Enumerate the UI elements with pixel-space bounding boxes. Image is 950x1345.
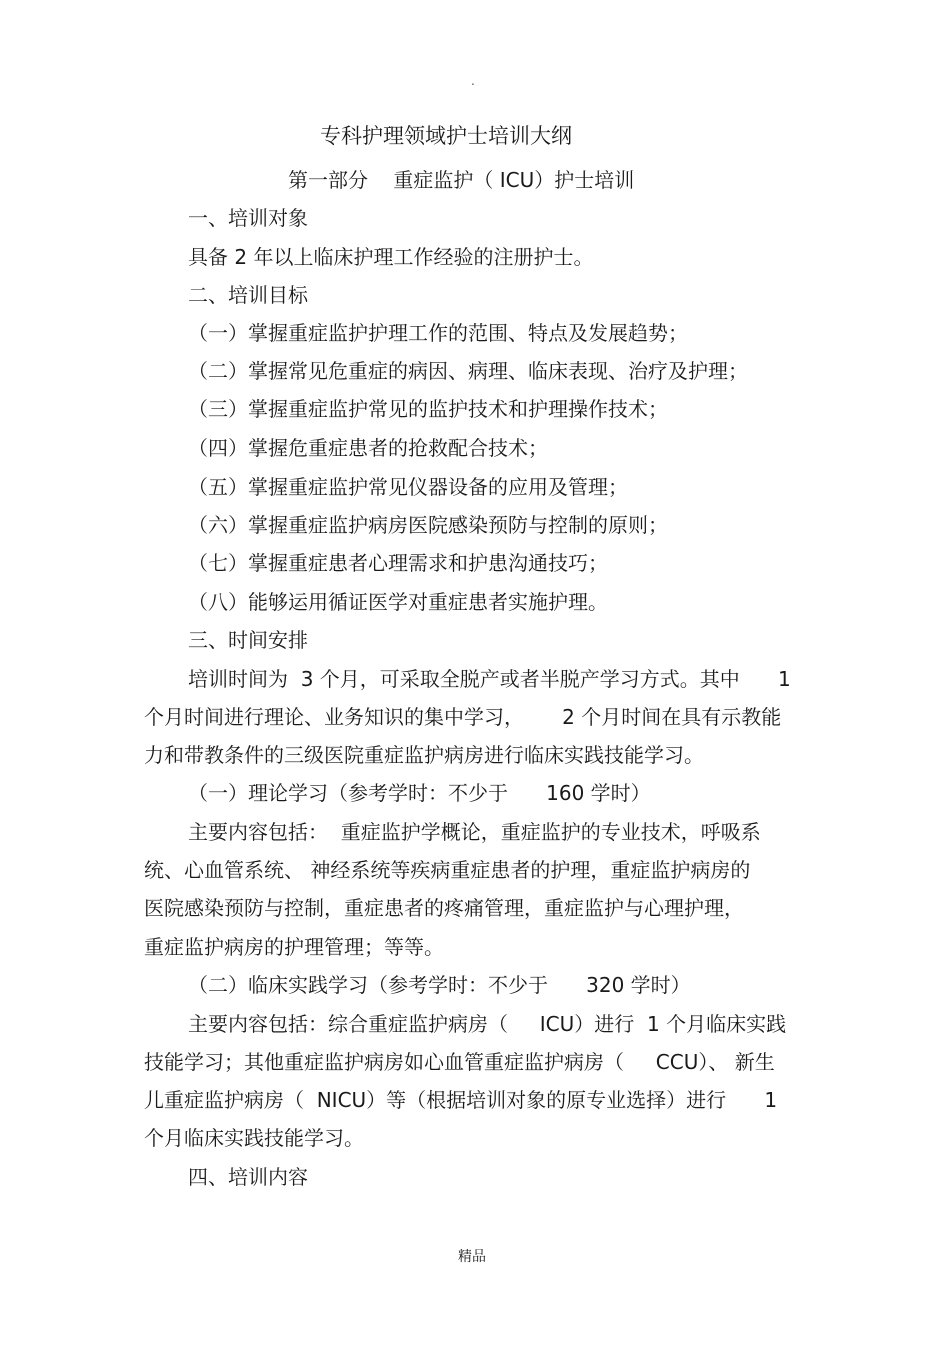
paragraph-line: 主要内容包括： 重症监护学概论，重症监护的专业技术，呼吸系 — [188, 820, 761, 844]
section-heading-2: 二、培训目标 — [188, 283, 308, 307]
goal-item: （二）掌握常见危重症的病因、病理、临床表现、治疗及护理； — [188, 359, 748, 383]
subsection-heading-theory: （一）理论学习（参考学时：不少于 160 学时） — [188, 781, 651, 805]
goal-item: （七）掌握重症患者心理需求和护患沟通技巧； — [188, 551, 608, 575]
goal-item: （五）掌握重症监护常见仪器设备的应用及管理； — [188, 475, 628, 499]
goal-item: （八）能够运用循证医学对重症患者实施护理。 — [188, 590, 608, 614]
paragraph-line: 儿重症监护病房（ NICU）等（根据培训对象的原专业选择）进行 1 — [144, 1088, 778, 1112]
subsection-heading-practice: （二）临床实践学习（参考学时：不少于 320 学时） — [188, 973, 691, 997]
document-subtitle: 第一部分 重症监护（ ICU）护士培训 — [288, 168, 635, 192]
page-footer: 精品 — [458, 1249, 486, 1265]
document-title: 专科护理领域护士培训大纲 — [320, 124, 572, 148]
goal-item: （六）掌握重症监护病房医院感染预防与控制的原则； — [188, 513, 668, 537]
goal-item: （一）掌握重症监护护理工作的范围、特点及发展趋势； — [188, 321, 688, 345]
section-body-1: 具备 2 年以上临床护理工作经验的注册护士。 — [188, 245, 594, 269]
goal-item: （三）掌握重症监护常见的监护技术和护理操作技术； — [188, 397, 668, 421]
section-heading-3: 三、时间安排 — [188, 628, 308, 652]
paragraph-line: 培训时间为 3 个月，可采取全脱产或者半脱产学习方式。其中 1 — [188, 667, 791, 691]
paragraph-line: 个月临床实践技能学习。 — [144, 1126, 364, 1150]
header-mark: . — [471, 74, 475, 88]
section-heading-1: 一、培训对象 — [188, 206, 308, 230]
paragraph-line: 重症监护病房的护理管理；等等。 — [144, 935, 444, 959]
section-heading-4: 四、培训内容 — [188, 1165, 308, 1189]
goal-item: （四）掌握危重症患者的抢救配合技术； — [188, 436, 548, 460]
paragraph-line: 个月时间进行理论、业务知识的集中学习， 2 个月时间在具有示教能 — [144, 705, 782, 729]
paragraph-line: 医院感染预防与控制，重症患者的疼痛管理，重症监护与心理护理， — [144, 896, 744, 920]
paragraph-line: 力和带教条件的三级医院重症监护病房进行临床实践技能学习。 — [144, 743, 704, 767]
paragraph-line: 主要内容包括：综合重症监护病房（ ICU）进行 1 个月临床实践 — [188, 1012, 787, 1036]
paragraph-line: 统、心血管系统、 神经系统等疾病重症患者的护理，重症监护病房的 — [144, 858, 751, 882]
paragraph-line: 技能学习；其他重症监护病房如心血管重症监护病房（ CCU）、 新生 — [144, 1050, 775, 1074]
